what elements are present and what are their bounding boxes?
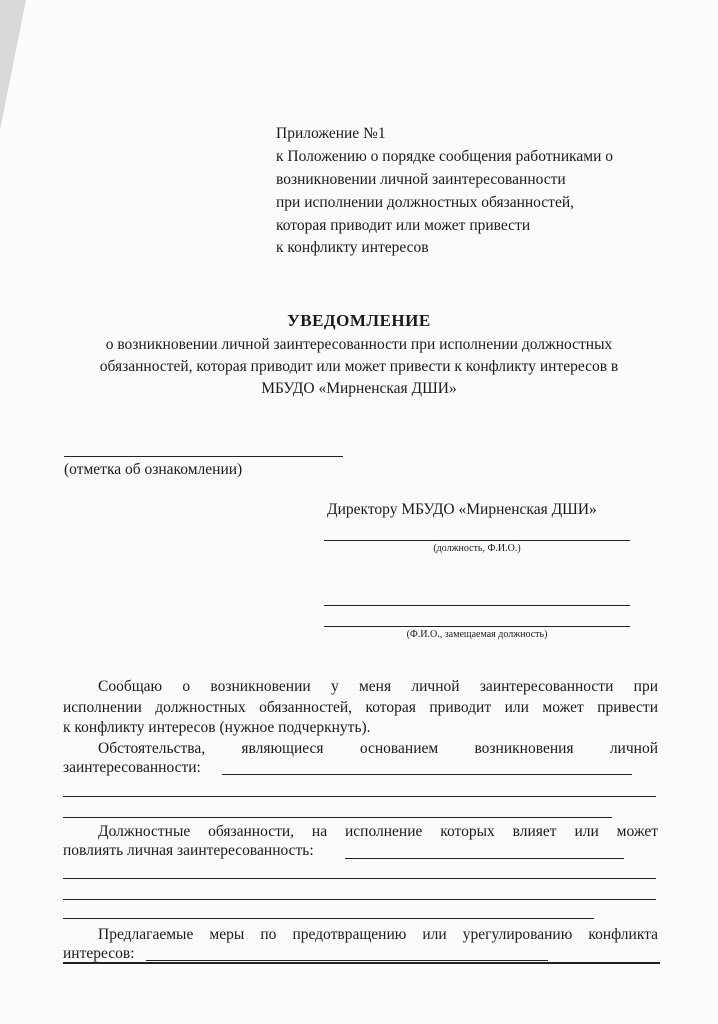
- p1-line-1: Сообщаю о возникновении у меня личной заинтересованности при: [98, 678, 658, 695]
- measures-line-2: [63, 962, 660, 964]
- p1-line-3: к конфликту интересов (нужное подчеркнуть).: [63, 719, 371, 736]
- circumstances-line-2: [63, 796, 656, 797]
- p3-line-2: повлиять личная заинтересованность:: [63, 842, 314, 859]
- position-hint: (должность, Ф.И.О.): [433, 543, 521, 554]
- circumstances-line-1: [222, 774, 632, 775]
- page-fold-shadow: [0, 0, 26, 130]
- p2-line-1: Обстоятельства, являющиеся основанием возникновения личной: [98, 740, 658, 757]
- title-subline-3: МБУДО «Мирненская ДШИ»: [261, 380, 457, 397]
- appendix-line-1: Приложение №1: [276, 125, 386, 142]
- title-subline-2: обязанностей, которая приводит или может привести к конфликту интересов в: [99, 358, 619, 375]
- p4-line-2: интересов:: [63, 945, 135, 962]
- p2-line-2: заинтересованности:: [63, 759, 201, 776]
- measures-line-1: [146, 960, 548, 961]
- document-title: УВЕДОМЛЕНИЕ: [287, 311, 431, 330]
- acknowledgement-caption: (отметка об ознакомлении): [64, 461, 243, 478]
- p1-line-2: исполнении должностных обязанностей, которая приводит или может привести: [63, 699, 658, 716]
- p3-line-1: Должностные обязанности, на исполнение которых влияет или может: [98, 823, 658, 840]
- sender-line-1: [324, 605, 630, 606]
- duties-line-1: [345, 858, 624, 859]
- title-subline-1: о возникновении личной заинтересованности при исполнении должностных: [105, 336, 613, 353]
- circumstances-line-3: [63, 817, 612, 818]
- sender-line-2: [324, 626, 630, 627]
- appendix-line-6: к конфликту интересов: [276, 239, 429, 256]
- duties-line-4: [63, 918, 594, 919]
- appendix-line-2: к Положению о порядке сообщения работниками о: [276, 148, 614, 165]
- appendix-line-5: которая приводит или может привести: [276, 217, 531, 234]
- appendix-line-4: при исполнении должностных обязанностей,: [276, 194, 575, 211]
- addressee-director: Директору МБУДО «Мирненская ДШИ»: [327, 501, 597, 518]
- p4-line-1: Предлагаемые меры по предотвращению или урегулированию конфликта: [98, 926, 658, 943]
- duties-line-3: [63, 899, 656, 900]
- duties-line-2: [63, 878, 656, 879]
- acknowledgement-line: [64, 456, 343, 457]
- appendix-line-3: возникновении личной заинтересованности: [276, 171, 566, 188]
- position-line: [324, 540, 630, 541]
- sender-hint: (Ф.И.О., замещаемая должность): [406, 629, 548, 640]
